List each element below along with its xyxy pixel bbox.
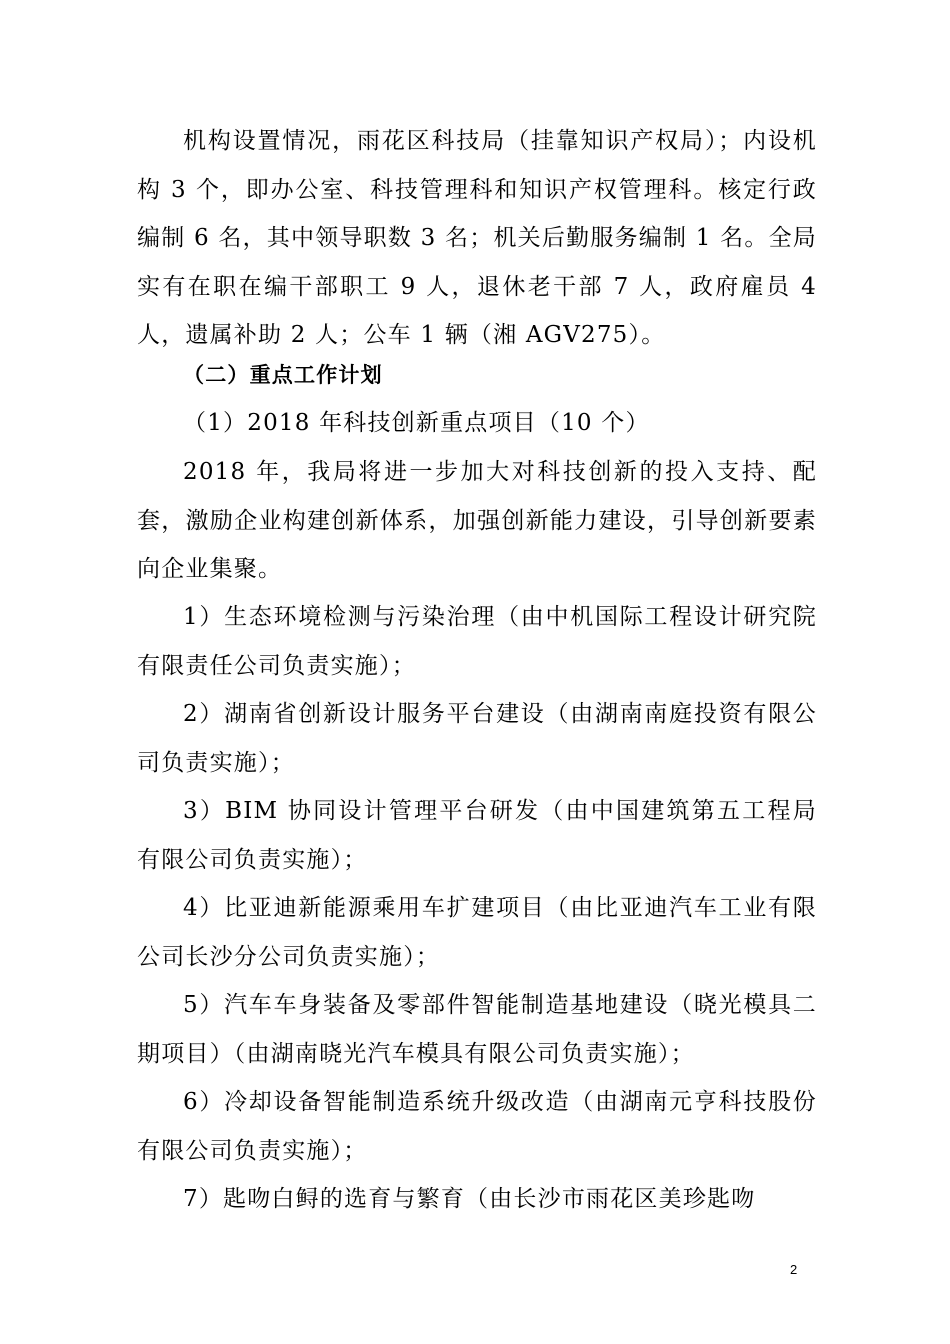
- page-number: 2: [790, 1262, 798, 1277]
- list-item: 6）冷却设备智能制造系统升级改造（由湖南元亨科技股份有限公司负责实施）；: [137, 1089, 817, 1164]
- list-item: 3）BIM 协同设计管理平台研发（由中国建筑第五工程局有限公司负责实施）；: [137, 798, 817, 873]
- list-item: 5）汽车车身装备及零部件智能制造基地建设（晓光模具二期项目）（由湖南晓光汽车模具有限公司负责实施）；: [137, 992, 817, 1067]
- paragraph-intro: 2018 年，我局将进一步加大对科技创新的投入支持、配套，激励企业构建创新体系，加强创新能力建设，引导创新要素向企业集聚。: [137, 459, 817, 582]
- subsection-heading: （1）2018 年科技创新重点项目（10 个）: [183, 410, 650, 436]
- list-item: 1）生态环境检测与污染治理（由中机国际工程设计研究院有限责任公司负责实施）；: [137, 604, 817, 679]
- section-heading: （二）重点工作计划: [183, 363, 383, 387]
- paragraph-organization: 机构设置情况，雨花区科技局（挂靠知识产权局）；内设机构 3 个，即办公室、科技管理科和知识产权管理科。核定行政编制 6 名，其中领导职数 3 名；机关后勤服务编制 1 名。全局实有在职在编干部职工 9 人，退休老干部 7 人，政府雇员 4 人，遗属补助 2 人；公车 1 辆（湘 AGV275）。: [137, 128, 817, 348]
- list-item: 2）湖南省创新设计服务平台建设（由湖南南庭投资有限公司负责实施）；: [137, 701, 817, 776]
- list-item: 7）匙吻白鲟的选育与繁育（由长沙市雨花区美珍匙吻: [183, 1186, 756, 1212]
- list-item: 4）比亚迪新能源乘用车扩建项目（由比亚迪汽车工业有限公司长沙分公司负责实施）；: [137, 895, 817, 970]
